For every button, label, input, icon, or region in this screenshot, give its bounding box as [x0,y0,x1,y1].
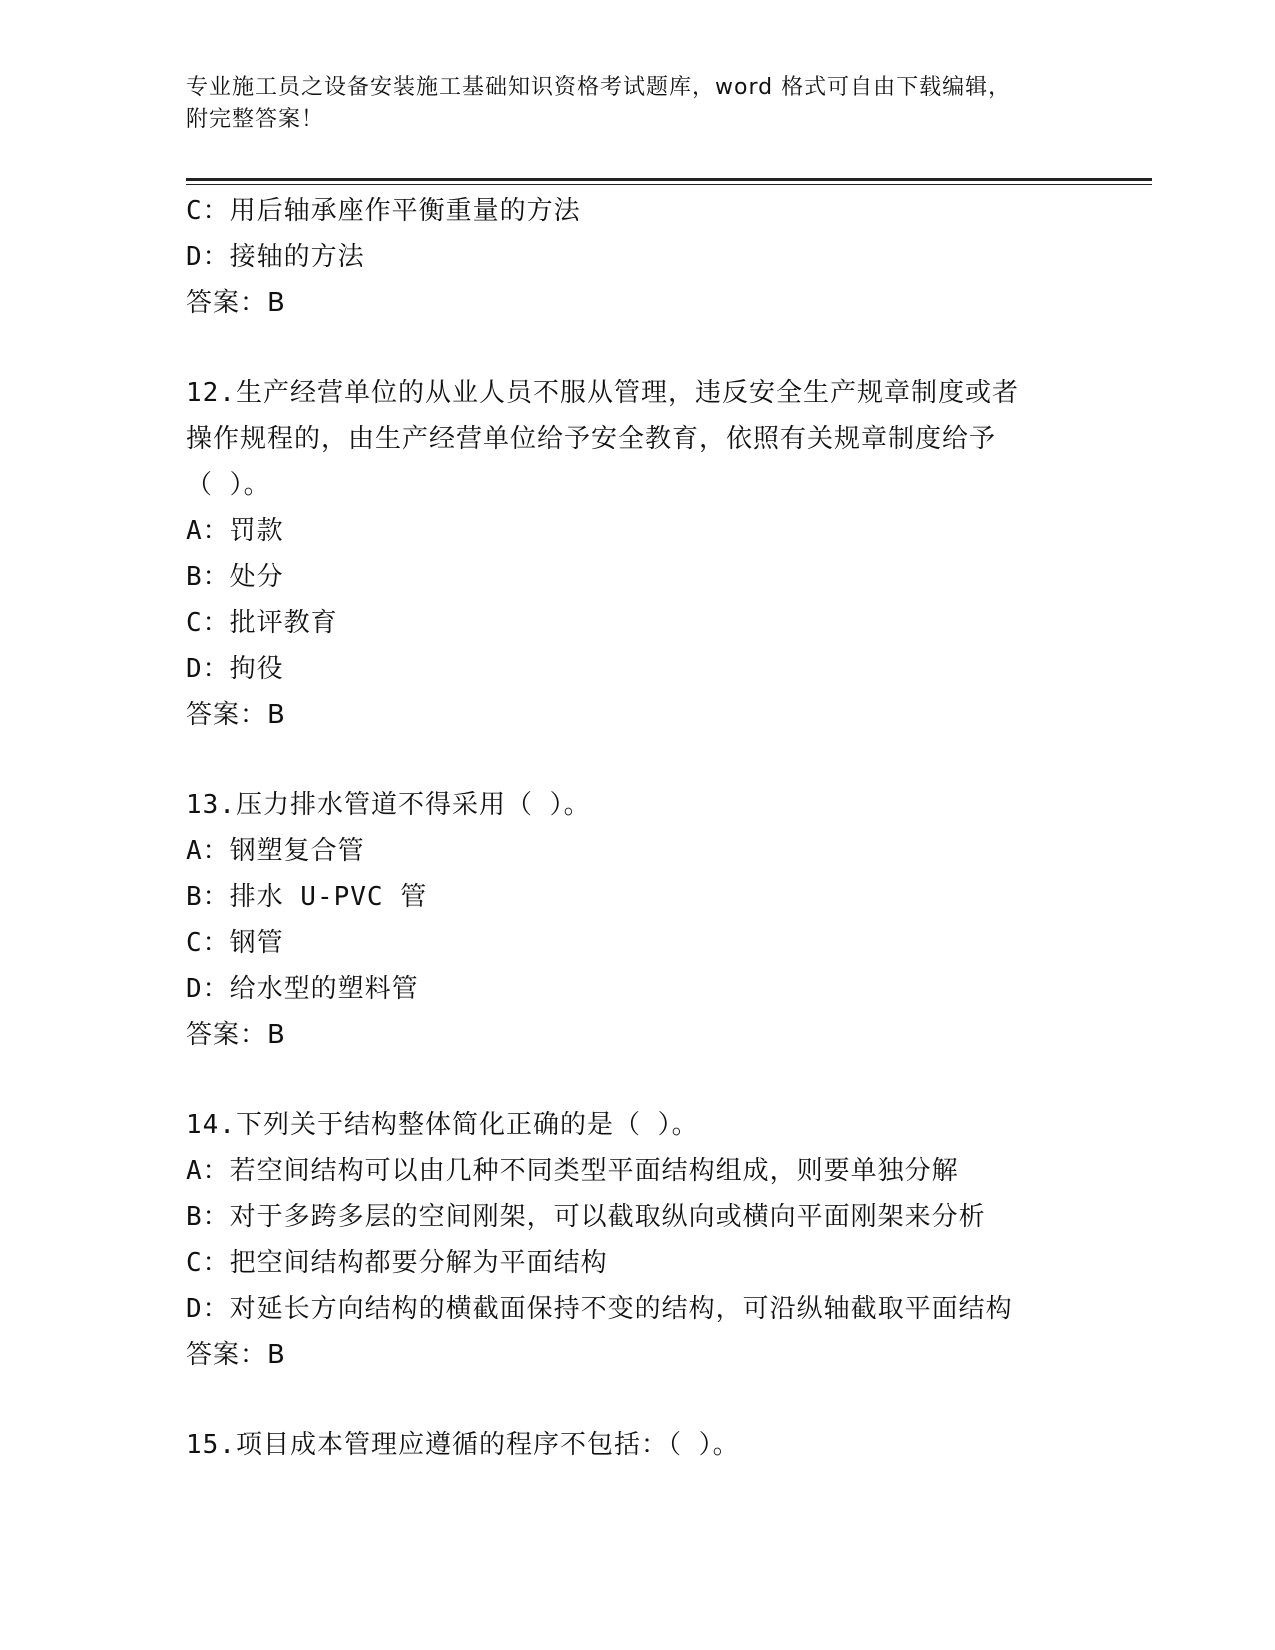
question-stem: 15.项目成本管理应遵循的程序不包括：（ ）。 [186,1430,740,1460]
answer-line: 答案：B [186,1020,286,1050]
question-11-tail [186,188,1086,326]
answer-line: 答案：B [186,700,286,730]
option-c: C：批评教育 [186,608,338,638]
option-d: D：拘役 [186,654,284,684]
option-c: C：钢管 [186,928,284,958]
option-b: B：处分 [186,562,284,592]
question-stem-line-3: （ ）。 [186,470,271,500]
header-line-2: 附完整答案！ [186,107,325,132]
header-line-1: 专业施工员之设备安装施工基础知识资格考试题库，word 格式可自由下载编辑， [186,75,1012,100]
document-header [186,72,1086,136]
question-stem: 14.下列关于结构整体简化正确的是（ ）。 [186,1110,699,1140]
question-stem-line-2: 操作规程的，由生产经营单位给予安全教育，依照有关规章制度给予 [186,424,997,454]
question-14 [186,1102,1086,1378]
option-d: D：给水型的塑料管 [186,974,419,1004]
option-b: B：对于多跨多层的空间刚架，可以截取纵向或横向平面刚架来分析 [186,1202,986,1232]
question-list [186,188,1086,1468]
question-13 [186,782,1086,1058]
spacer [186,326,1086,370]
spacer [186,1058,1086,1102]
header-rule-thin [186,184,1152,185]
option-a: A：罚款 [186,516,284,546]
option-d: D：接轴的方法 [186,242,365,272]
question-stem: 13.压力排水管道不得采用（ ）。 [186,790,591,820]
spacer [186,1378,1086,1422]
option-c: C：把空间结构都要分解为平面结构 [186,1248,608,1278]
question-stem-line-1: 12.生产经营单位的从业人员不服从管理，违反安全生产规章制度或者 [186,378,1019,408]
question-12 [186,370,1086,738]
option-b: B：排水 U-PVC 管 [186,882,428,912]
header-rule-thick [186,178,1152,181]
question-15 [186,1422,1086,1468]
option-a: A：钢塑复合管 [186,836,365,866]
option-d: D：对延长方向结构的横截面保持不变的结构，可沿纵轴截取平面结构 [186,1294,1013,1324]
option-c: C：用后轴承座作平衡重量的方法 [186,196,581,226]
answer-line: 答案：B [186,1340,286,1370]
spacer [186,738,1086,782]
answer-line: 答案：B [186,288,286,318]
option-a: A：若空间结构可以由几种不同类型平面结构组成，则要单独分解 [186,1156,959,1186]
